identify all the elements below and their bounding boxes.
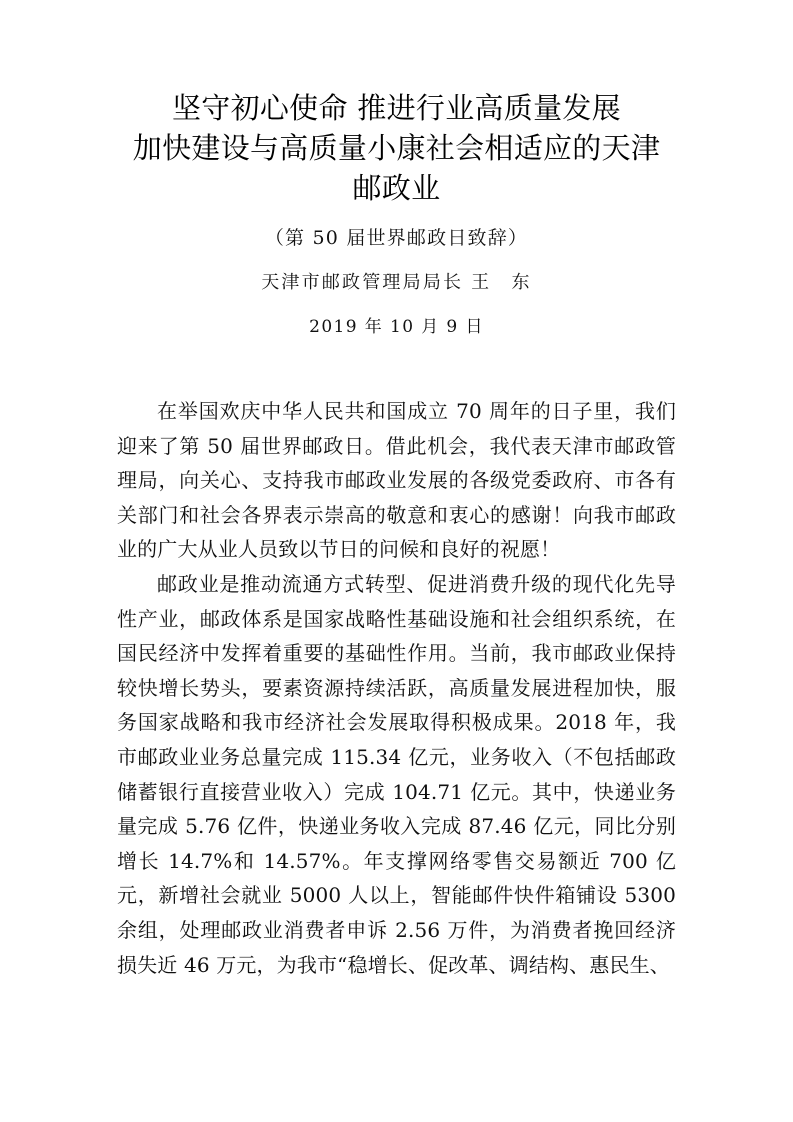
- page-title: [117, 88, 676, 208]
- title-line-2: 加快建设与高质量小康社会相适应的天津: [132, 131, 661, 165]
- document-dateline: 2019 年 10 月 9 日: [309, 317, 484, 337]
- document-byline: 天津市邮政管理局局长 王 东: [261, 272, 532, 293]
- document-body: [117, 394, 676, 982]
- title-line-1: 坚守初心使命 推进行业高质量发展: [171, 91, 622, 125]
- title-line-3: 邮政业: [352, 171, 441, 205]
- document-subtitle: （第 50 届世界邮政日致辞）: [264, 227, 529, 249]
- title-block: [117, 88, 676, 342]
- body-paragraph: 邮政业是推动流通方式转型、促进消费升级的现代化先导性产业，邮政体系是国家战略性基础设施和社会组织系统，在国民经济中发挥着重要的基础性作用。当前，我市邮政业保持较快增长势头，要素资源持续活跃，高质量发展进程加快，服务国家战略和我市经济社会发展取得积极成果。2018 年，我市邮政业业务总量完成 115.34 亿元，业务收入（不包括邮政储蓄银行直接营业收入）完成 104.71 亿元。其中，快递业务量完成 5.76 亿件，快递业务收入完成 87.46 亿元，同比分别增长 14.7%和 14.57%。年支撑网络零售交易额近 700 亿元，新增社会就业 5000 人以上，智能邮件快件箱铺设 5300 余组，处理邮政业消费者申诉 2.56 万件，为消费者挽回经济损失近 46 万元，为我市“稳增长、促改革、调结构、惠民生、: [117, 571, 676, 977]
- body-paragraph: 在举国欢庆中华人民共和国成立 70 周年的日子里，我们迎来了第 50 届世界邮政日。借此机会，我代表天津市邮政管理局，向关心、支持我市邮政业发展的各级党委政府、市各有关部门和社会各界表示崇高的敬意和衷心的感谢！向我市邮政业的广大从业人员致以节日的问候和良好的祝愿！: [117, 399, 676, 562]
